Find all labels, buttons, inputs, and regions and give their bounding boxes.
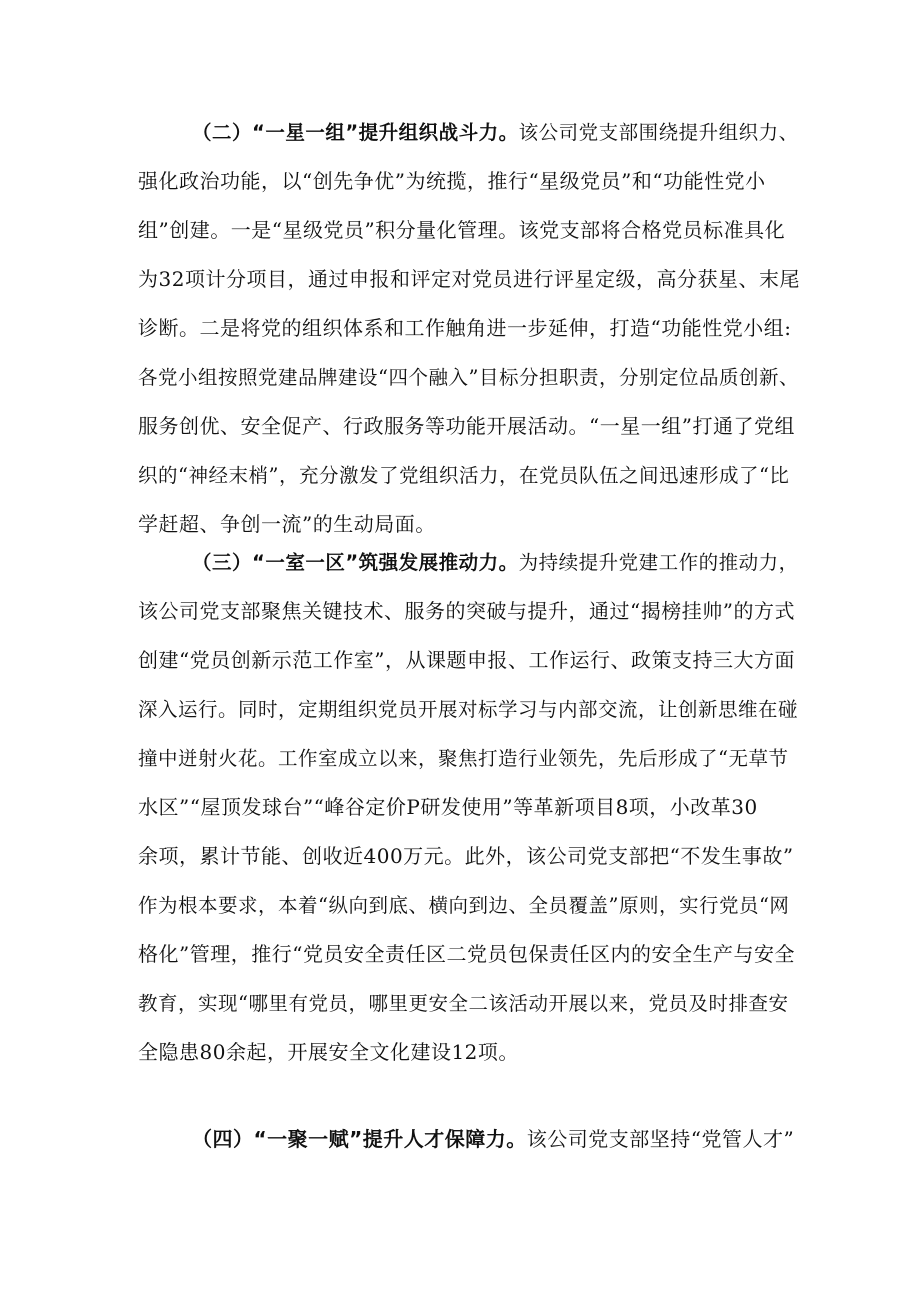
body-line: 深入运行。同时，定期组织党员开展对标学习与内部交流，让创新思维在碰 [138, 698, 799, 721]
body-text: 该公司党支部坚持“党管人才” [526, 1127, 795, 1151]
section-heading: （四）“一聚一赋”提升人才保障力。 [192, 1127, 527, 1151]
body-line: 教育，实现“哪里有党员，哪里更安全二该活动开展以来，党员及时排查安 [138, 992, 789, 1015]
body-text: 该公司党支部围绕提升组织力、 [518, 121, 799, 144]
body-line: 织的“神经末梢”，充分激发了党组织活力，在党员队伍之间迅速形成了“比 [138, 464, 790, 487]
body-line: 强化政治功能，以“创先争优”为统揽，推行“星级党员”和“功能性党小 [138, 169, 766, 193]
body-line: 水区”“屋顶发球台”“峰谷定价P研发使用”等革新项目8项，小改革30 [138, 795, 758, 819]
paragraph-section-2 [138, 108, 800, 549]
body-line: 为32项计分项目，通过申报和评定对党员进行评星定级，高分获星、末尾 [138, 267, 800, 291]
body-line: 该公司党支部聚焦关键技术、服务的突破与提升，通过“揭榜挂帅”的方式 [138, 599, 795, 623]
body-line: 撞中迸射火花。工作室成立以来，聚焦打造行业领先，先后形成了“无草节 [138, 747, 789, 770]
paragraph-first-line [138, 1115, 800, 1164]
paragraph-section-4 [138, 1115, 800, 1164]
body-line: 作为根本要求，本着“纵向到底、横向到边、全员覆盖”原则，实行党员“网 [138, 894, 790, 917]
section-heading: （三）“一室一区”筑强发展推动力。 [192, 551, 519, 574]
body-line: 组”创建。一是“星级党员”积分量化管理。该党支部将合格党员标准具化 [138, 218, 786, 242]
paragraph-section-3 [138, 538, 800, 1077]
body-line: 各党小组按照党建品牌建设“四个融入”目标分担职责，分别定位品质创新、 [138, 366, 799, 389]
body-line: 诊断。二是将党的组织体系和工作触角进一步延伸，打造“功能性党小组: [138, 316, 792, 340]
section-heading: （二）“一星一组”提升组织战斗力。 [192, 121, 519, 144]
body-line: 服务创优、安全促产、行政服务等功能开展活动。“一星一组”打通了党组 [138, 414, 795, 438]
body-line: 格化”管理，推行“党员安全责任区二党员包保责任区内的安全生产与安全 [138, 942, 795, 966]
body-line: 创建“党员创新示范工作室”，从课题申报、工作运行、政策支持三大方面 [138, 648, 795, 672]
paragraph-first-line [138, 108, 800, 157]
body-line: 全隐患80余起，开展安全文化建设12项。 [138, 1040, 519, 1064]
body-text: 为持续提升党建工作的推动力， [518, 551, 799, 574]
body-line: 学赶超、争创一流”的生动局面。 [138, 512, 436, 536]
body-line: 余项，累计节能、创收近400万元。此外，该公司党支部把“不发生事故” [138, 844, 794, 868]
paragraph-first-line [138, 538, 800, 587]
